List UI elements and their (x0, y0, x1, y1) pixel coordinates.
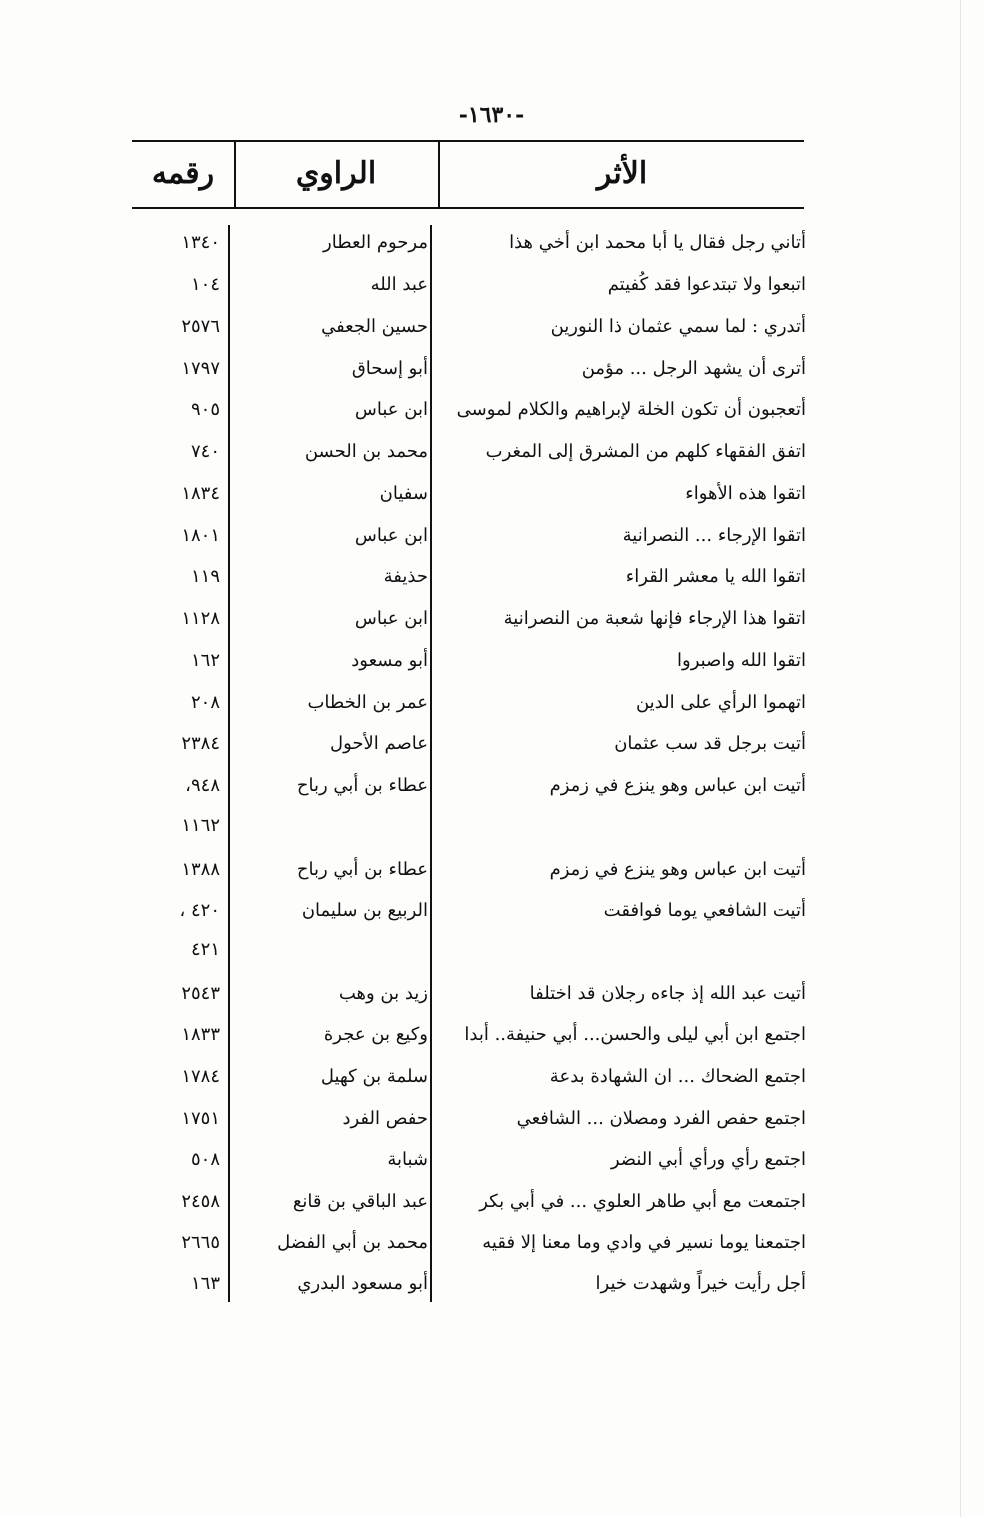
raqm-cell: ١١٦٢ (181, 815, 220, 836)
athar-cell: اتقوا الإرجاء ... النصرانية (622, 525, 806, 546)
rawi-cell: مرحوم العطار (323, 232, 428, 253)
table-row (0, 935, 983, 965)
athar-cell: اتقوا هذا الإرجاء فإنها شعبة من النصرانية (503, 608, 806, 629)
athar-cell: أتدري : لما سمي عثمان ذا النورين (550, 316, 806, 337)
table-row (0, 604, 983, 634)
rawi-cell: محمد بن الحسن (304, 441, 428, 462)
header-athar: الأثر (596, 156, 648, 191)
rawi-cell: عطاء بن أبي رباح (296, 859, 428, 880)
athar-cell: أتيت ابن عباس وهو ينزع في زمزم (549, 859, 806, 880)
table-row (0, 771, 983, 801)
athar-cell: أتيت ابن عباس وهو ينزع في زمزم (549, 775, 806, 796)
athar-cell: أجل رأيت خيراً وشهدت خيرا (595, 1273, 806, 1294)
table-top-rule (132, 140, 804, 142)
table-row (0, 479, 983, 509)
raqm-cell: ١٧٩٧ (181, 358, 220, 379)
raqm-cell: ٢٠٨ (190, 692, 220, 713)
athar-cell: اجتمع حفص الفرد ومصلان ... الشافعي (516, 1108, 806, 1129)
raqm-cell: ١٠٤ (190, 274, 220, 295)
athar-cell: اجتمع ابن أبي ليلى والحسن... أبي حنيفة.. أبدا (464, 1024, 806, 1045)
table-row (0, 896, 983, 926)
raqm-cell: ٢٦٦٥ (181, 1232, 220, 1253)
table-row (0, 395, 983, 425)
rawi-cell: عبد الله (370, 274, 428, 295)
athar-cell: أتيت برجل قد سب عثمان (614, 733, 806, 754)
raqm-cell: ٤٢١ (190, 939, 220, 960)
rawi-cell: حسين الجعفي (321, 316, 428, 337)
athar-cell: اجتمع رأي ورأي أبي النضر (610, 1149, 806, 1170)
table-row (0, 811, 983, 841)
rawi-cell: ابن عباس (354, 608, 428, 629)
rawi-cell: عمر بن الخطاب (307, 692, 428, 713)
raqm-cell: ١٦٢ (190, 650, 220, 671)
table-row (0, 312, 983, 342)
rawi-cell: أبو مسعود (351, 650, 428, 671)
athar-cell: أتعجبون أن تكون الخلة لإبراهيم والكلام لموسى (456, 399, 806, 420)
table-row (0, 729, 983, 759)
athar-cell: أتيت الشافعي يوما فوافقت (603, 900, 806, 921)
table-row (0, 1062, 983, 1092)
table-row (0, 228, 983, 258)
rawi-cell: أبو مسعود البدري (297, 1273, 428, 1294)
rawi-cell: زيد بن وهب (338, 983, 428, 1004)
table-row (0, 1269, 983, 1299)
raqm-cell: ٢٤٥٨ (181, 1191, 220, 1212)
athar-cell: اتهموا الرأي على الدين (635, 692, 806, 713)
raqm-cell: ١٦٣ (190, 1273, 220, 1294)
rawi-cell: ابن عباس (354, 399, 428, 420)
athar-cell: اجتمعنا يوما نسير في وادي وما معنا إلا فقيه (482, 1232, 806, 1253)
raqm-cell: ١٧٨٤ (181, 1066, 220, 1087)
table-row (0, 1104, 983, 1134)
raqm-cell: ١٨٣٣ (181, 1024, 220, 1045)
raqm-cell: ٥٠٨ (190, 1149, 220, 1170)
rawi-cell: سلمة بن كهيل (320, 1066, 428, 1087)
rawi-cell: أبو إسحاق (351, 358, 428, 379)
raqm-cell: ٧٤٠ (190, 441, 220, 462)
athar-cell: اتبعوا ولا تبتدعوا فقد كُفيتم (607, 274, 806, 295)
raqm-cell: ٩٤٨، (185, 775, 220, 796)
rawi-cell: محمد بن أبي الفضل (277, 1232, 428, 1253)
table-row (0, 1145, 983, 1175)
header-raqm: رقمه (151, 156, 215, 191)
column-divider-left (228, 225, 230, 1302)
table-row (0, 646, 983, 676)
rawi-cell: سفيان (379, 483, 428, 504)
rawi-cell: عبد الباقي بن قانع (292, 1191, 428, 1212)
page-number: -١٦٣٠- (458, 102, 525, 128)
raqm-cell: ١٣٨٨ (181, 859, 220, 880)
rawi-cell: عطاء بن أبي رباح (296, 775, 428, 796)
rawi-cell: الربيع بن سليمان (301, 900, 428, 921)
column-divider-right (430, 225, 432, 1302)
rawi-cell: عاصم الأحول (330, 733, 428, 754)
raqm-cell: ١٧٥١ (181, 1108, 220, 1129)
table-header-rule (132, 207, 804, 209)
raqm-cell: ٢٣٨٤ (181, 733, 220, 754)
athar-cell: اتقوا هذه الأهواء (685, 483, 806, 504)
raqm-cell: ١١٢٨ (181, 608, 220, 629)
athar-cell: اجتمع الضحاك ... ان الشهادة بدعة (549, 1066, 806, 1087)
table-row (0, 521, 983, 551)
table-row (0, 562, 983, 592)
table-row (0, 1020, 983, 1050)
raqm-cell: ١٣٤٠ (181, 232, 220, 253)
raqm-cell: ١٨٠١ (181, 525, 220, 546)
athar-cell: اتفق الفقهاء كلهم من المشرق إلى المغرب (485, 441, 806, 462)
table-row (0, 979, 983, 1009)
table-row (0, 354, 983, 384)
rawi-cell: شبابة (387, 1149, 428, 1170)
table-row (0, 1228, 983, 1258)
table-row (0, 855, 983, 885)
athar-cell: أترى أن يشهد الرجل ... مؤمن (581, 358, 806, 379)
raqm-cell: ٢٥٧٦ (181, 316, 220, 337)
raqm-cell: ١٨٣٤ (181, 483, 220, 504)
rawi-cell: وكيع بن عجرة (323, 1024, 428, 1045)
athar-cell: أتاني رجل فقال يا أبا محمد ابن أخي هذا (509, 232, 806, 253)
header-rawi: الراوي (295, 156, 377, 191)
raqm-cell: ٤٢٠ ، (179, 900, 220, 921)
athar-cell: اجتمعت مع أبي طاهر العلوي ... في أبي بكر (479, 1191, 806, 1212)
table-row (0, 437, 983, 467)
athar-cell: اتقوا الله يا معشر القراء (625, 566, 806, 587)
table-row (0, 1187, 983, 1217)
rawi-cell: ابن عباس (354, 525, 428, 546)
table-row (0, 688, 983, 718)
table-row (0, 270, 983, 300)
athar-cell: اتقوا الله واصبروا (677, 650, 806, 671)
raqm-cell: ١١٩ (190, 566, 220, 587)
raqm-cell: ٢٥٤٣ (181, 983, 220, 1004)
athar-cell: أتيت عبد الله إذ جاءه رجلان قد اختلفا (529, 983, 806, 1004)
rawi-cell: حذيفة (383, 566, 428, 587)
raqm-cell: ٩٠٥ (190, 399, 220, 420)
rawi-cell: حفص الفرد (342, 1108, 428, 1129)
